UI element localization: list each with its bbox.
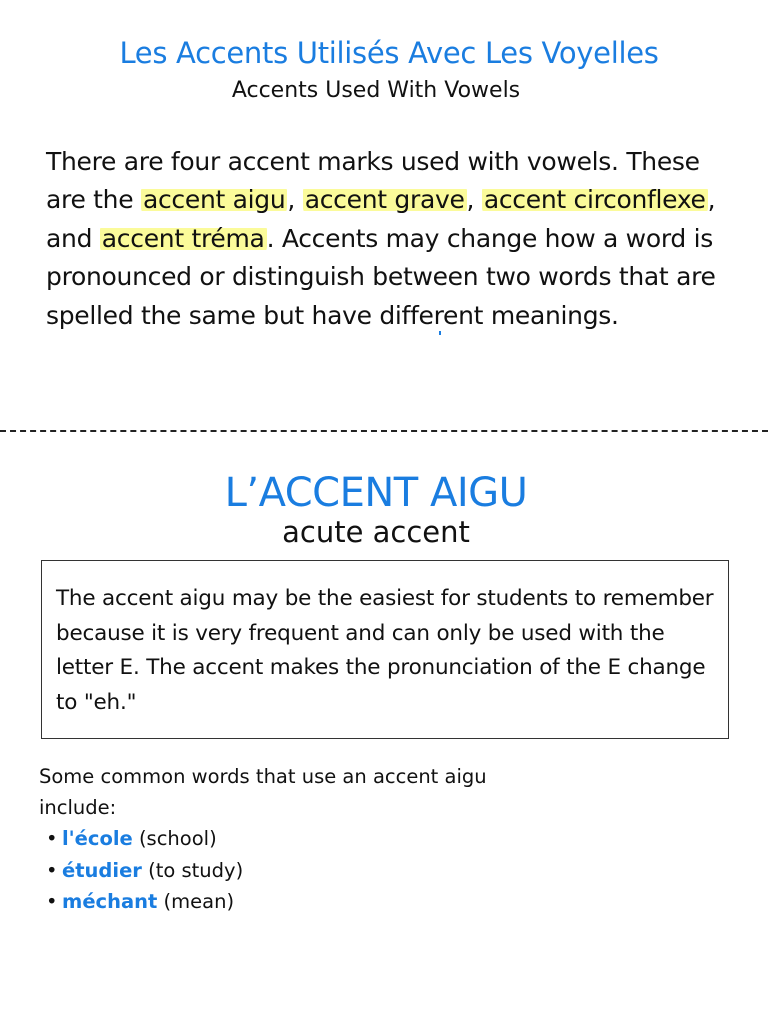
intro-text: , — [466, 185, 482, 215]
highlight-accent-trema: accent tréma — [101, 223, 265, 253]
page-title: Les Accents Utilisés Avec Les Voyelles — [119, 36, 659, 70]
stray-ink-mark — [439, 331, 441, 335]
dashed-divider — [0, 430, 768, 432]
section-title: L’ACCENT AIGU — [224, 470, 528, 516]
bullet: • — [46, 858, 58, 882]
section-subtitle: acute accent — [282, 515, 470, 549]
intro-text: There are four accent marks used with vowels. These are the — [46, 147, 700, 215]
info-box — [41, 560, 729, 739]
example-meaning: (to study) — [141, 858, 244, 882]
info-box-text: The accent aigu may be the easiest for students to remember because it is very frequent and can only be used with the letter E. The accent makes the pronunciation of the E change to "eh." — [56, 586, 714, 715]
list-item — [46, 855, 243, 887]
intro-text: , — [287, 185, 303, 215]
highlight-accent-aigu: accent aigu — [142, 185, 286, 215]
highlight-accent-circonflexe: accent circonflexe — [483, 185, 706, 215]
intro-text: , and — [46, 185, 716, 253]
bullet: • — [46, 890, 58, 913]
examples-intro: Some common words that use an accent aigu include: — [39, 765, 487, 819]
bullet: • — [46, 827, 58, 850]
intro-text: . Accents may change how a word is pronounced or distinguish between two words that are spelled the same but have different meanings. — [46, 223, 716, 330]
highlight-accent-grave: accent grave — [304, 185, 465, 215]
example-meaning: (mean) — [157, 890, 235, 913]
list-item — [46, 823, 243, 855]
examples-list — [46, 823, 243, 918]
example-word: l'école — [62, 827, 133, 850]
list-item — [46, 886, 243, 918]
intro-paragraph — [46, 143, 736, 335]
example-meaning: (school) — [132, 827, 217, 850]
example-word: méchant — [62, 890, 158, 913]
example-word: étudier — [62, 858, 142, 882]
page-subtitle: Accents Used With Vowels — [231, 78, 521, 103]
